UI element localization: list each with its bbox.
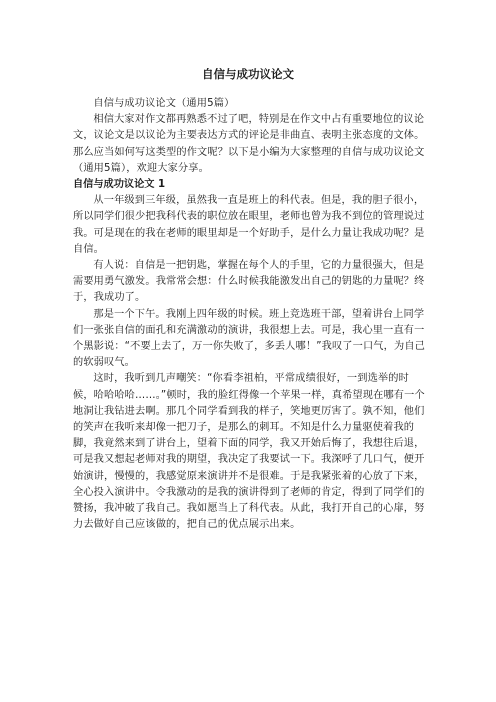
body-paragraph: 那是一个下午。我刚上四年级的时候。班上竞选班干部，望着讲台上同学们一张张自信的面孔和充满激动的演讲，我很想上去。可是，我心里一直有一个黑影说：“不要上去了，万一你失败了，多丢人哪！”我叹了一口气，为自己的软弱叹气。 <box>73 308 425 369</box>
body-paragraph: 这时，我听到几声嘲笑：“你看李祖柏，平常成绩很好，一到选举的时候，哈哈哈哈……。”顿时，我的脸红得像一个苹果一样，真希望现在哪有一个地洞让我钻进去啊。那几个同学看到我的样子，笑地更厉害了。孰不知，他们的笑声在我听来却像一把刀子，是那么的刺耳。不知是什么力量驱使着我的脚，我竟然来到了讲台上，望着下面的同学，我又开始后悔了，我想往后退，可是我又想起老师对我的期望，我决定了我要试一下。我深呼了几口气，便开始演讲，慢慢的，我感觉原来演讲并不是很难。于是我紧张着的心放了下来，全心投入演讲中。令我激动的是我的演讲得到了老师的肯定，得到了同学们的赞扬，我冲破了我自己。我如愿当上了科代表。从此，我打开自己的心扉，努力去做好自己应该做的，把自己的优点展示出来。 <box>73 373 425 531</box>
section-heading: 自信与成功议论文 1 <box>73 179 166 191</box>
body-paragraph: 有人说：自信是一把钥匙，掌握在每个人的手里，它的力量很强大，但是需要用勇气激发。我常常会想：什么时候我能激发出自己的钥匙的力量呢？终于，我成功了。 <box>73 260 425 304</box>
document-subtitle: 自信与成功议论文（通用5篇） <box>93 98 235 109</box>
body-paragraph: 从一年级到三年级，虽然我一直是班上的科代表。但是，我的胆子很小，所以同学们很少把我科代表的职位放在眼里，老师也曾为我不到位的管理说过我。可是现在的我在老师的眼里却是一个好助手，是什么力量让我成功呢？是自信。 <box>73 195 425 255</box>
document-title: 自信与成功议论文 <box>202 67 294 81</box>
document-body <box>73 96 425 533</box>
intro-paragraph: 相信大家对作文都再熟悉不过了吧，特别是在作文中占有重要地位的议论文，议论文是以议论为主要表达方式的评论是非曲直、表明主张态度的文体。那么应当如何写这类型的作文呢？以下是小编为大家整理的自信与成功议论文（通用5篇），欢迎大家分享。 <box>73 114 425 174</box>
